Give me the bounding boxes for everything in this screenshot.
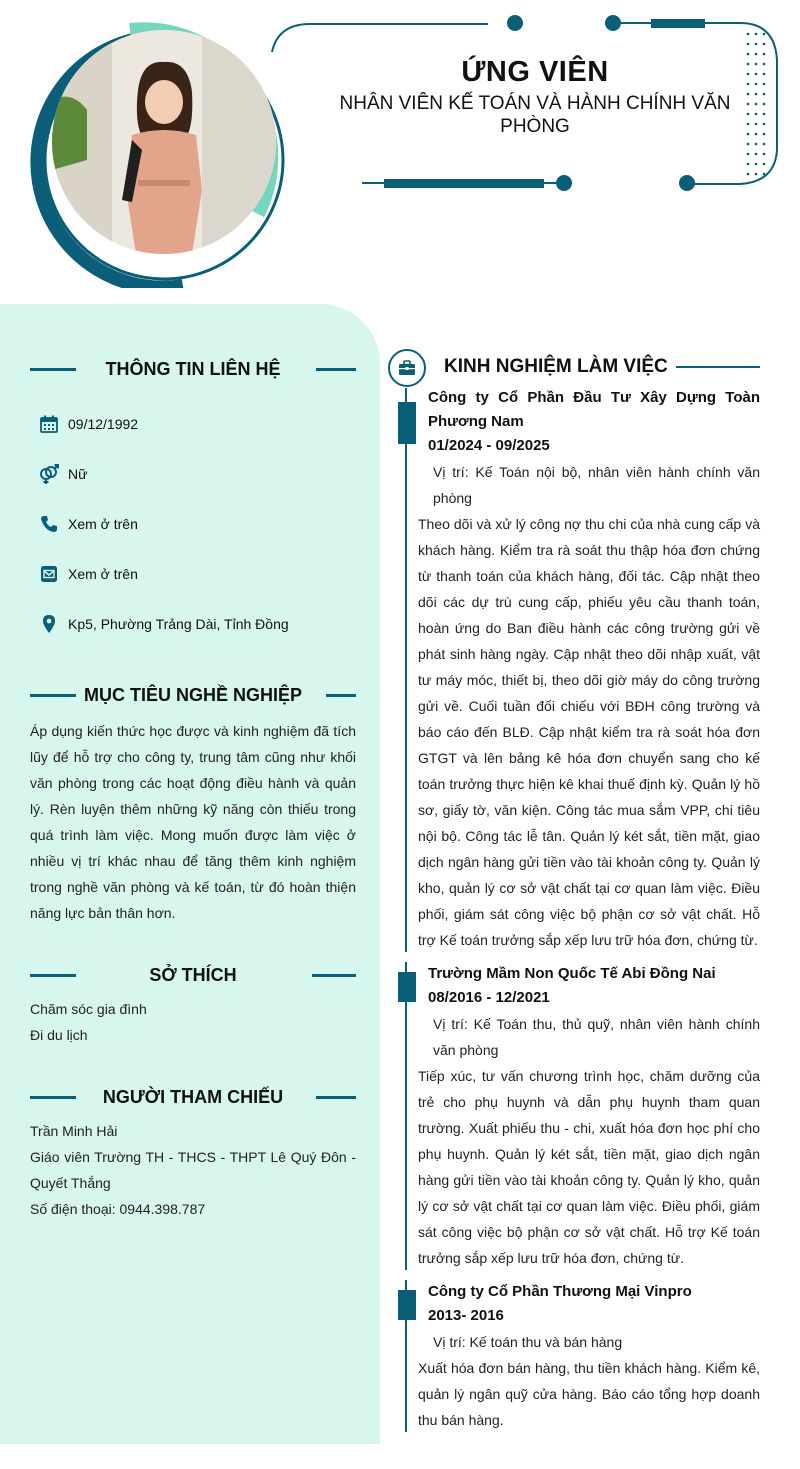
phone-value: Xem ở trên [68, 516, 138, 532]
page-title: ỨNG VIÊN [461, 56, 609, 88]
objective-section-heading [30, 680, 356, 710]
job-timeline-marker [398, 1290, 416, 1320]
email-value: Xem ở trên [68, 566, 138, 582]
calendar-icon [38, 413, 60, 435]
experience-heading-line [676, 366, 760, 368]
hobby-item: Chăm sóc gia đình [30, 1001, 147, 1017]
hobbies-section-heading [30, 960, 356, 990]
header [0, 0, 800, 300]
job-timeline-marker [398, 402, 416, 444]
address-value: Kp5, Phường Trảng Dài, Tỉnh Đồng [68, 616, 289, 632]
job-period: 2013- 2016 [428, 1307, 504, 1324]
briefcase-icon [388, 349, 426, 387]
contact-address [38, 612, 289, 636]
job-period: 01/2024 - 09/2025 [428, 437, 550, 454]
job-position: Vị trí: Kế Toán nội bộ, nhân viên hành chính văn phòng [433, 464, 760, 506]
job-timeline-line [405, 962, 407, 1270]
job-description: Theo dõi và xử lý công nợ thu chi của nhà cung cấp và khách hàng. Kiểm tra rà soát thu thập hóa đơn chứng từ thanh toán của khách hàng, đối tác. Cập nhật theo dõi các dự trù cung cấp, phiếu yêu cầu thanh toán, hoàn ứng do Ban điều hành các công trường gửi về phát sinh hàng ngày. Cập nhật theo dõi nhập xuất, vật tư máy móc, thiết bị, theo dõi giờ máy do công trường gửi về. Cuối tuần đối chiếu với BĐH công trường và báo cáo đến BLĐ. Cập nhật kiểm tra rà soát hóa đơn GTGT và lên bảng kê hóa đơn chuyển sang cho kế toán trưởng thực hiện kê khai thuế định kỳ. Quản lý hồ sơ, giấy tờ, văn kiện. Công tác mua sắm VPP, chi tiêu nội bộ. Công tác lễ tân. Quản lý két sắt, tiền mặt, giao dịch ngân hàng gửi tiền vào tài khoản công ty. Quản lý kho, quản lý cơ sở vật chất tại cơ quan làm việc. Điều phối, giám sát công việc bộ phận cơ sở vật chất. Hỗ trợ Kế toán trưởng sắp xếp lưu trữ hóa đơn, chứng từ. [418, 516, 760, 948]
reference-name: Trần Minh Hải [30, 1123, 118, 1139]
job-company: Công ty Cổ Phần Đầu Tư Xây Dựng Toàn Phương Nam [428, 389, 760, 430]
job-timeline-line [405, 388, 407, 952]
contact-section-heading [30, 354, 356, 384]
phone-icon [38, 513, 60, 535]
email-icon [38, 563, 60, 585]
location-icon [38, 613, 60, 635]
hobby-item: Đi du lịch [30, 1027, 88, 1043]
reference-role: Giáo viên Trường TH - THCS - THPT Lê Quý Đôn - Quyết Thắng [30, 1149, 356, 1191]
job-period: 08/2016 - 12/2021 [428, 989, 550, 1006]
job-position: Vị trí: Kế toán thu và bán hàng [433, 1334, 623, 1350]
experience-heading: KINH NGHIỆM LÀM VIỆC [444, 356, 668, 377]
contact-heading-text: THÔNG TIN LIÊN HỆ [105, 359, 281, 379]
objective-heading-text: MỤC TIÊU NGHỀ NGHIỆP [83, 685, 302, 705]
job-title-subtitle: NHÂN VIÊN KẾ TOÁN VÀ HÀNH CHÍNH VĂN PHÒNG [339, 93, 731, 137]
contact-phone [38, 512, 138, 536]
job-description: Xuất hóa đơn bán hàng, thu tiền khách hàng. Kiểm kê, quản lý ngân quỹ cửa hàng. Báo cáo tổng hợp doanh thu bán hàng. [418, 1360, 760, 1428]
person-photo-icon [52, 30, 276, 254]
contact-gender [38, 462, 87, 486]
job-position: Vị trí: Kế Toán thu, thủ quỹ, nhân viên hành chính văn phòng [433, 1016, 760, 1058]
gender-icon [38, 463, 60, 485]
job-timeline-marker [398, 972, 416, 1002]
references-section-heading [30, 1082, 356, 1112]
objective-text: Áp dụng kiến thức học được và kinh nghiệm đã tích lũy để hỗ trợ cho công ty, trung tâm cũng như khối văn phòng trong các hoạt động điều hành và quản lý. Rèn luyện thêm những kỹ năng còn thiếu trong quá trình làm việc. Mong muốn được làm việc ở nhiều vị trí khác nhau để tăng thêm kinh nghiệm trong nghề văn phòng và kế toán, từ đó hoàn thiện năng lực bản thân hơn. [30, 723, 356, 921]
references-heading-text: NGƯỜI THAM CHIẾU [102, 1087, 284, 1107]
contact-email [38, 562, 138, 586]
gender-value: Nữ [68, 466, 88, 482]
job-company: Trường Mầm Non Quốc Tế Abi Đồng Nai [428, 965, 716, 982]
birthdate-value: 09/12/1992 [68, 416, 139, 432]
avatar [52, 30, 276, 254]
job-company: Công ty Cổ Phần Thương Mại Vinpro [428, 1283, 692, 1300]
contact-birthdate [38, 412, 138, 436]
hobbies-heading-text: SỞ THÍCH [149, 965, 237, 985]
job-description: Tiếp xúc, tư vấn chương trình học, chăm dưỡng của trẻ cho phụ huynh và dẫn phụ huynh tham quan trường. Xuất phiếu thu - chi, xuất hóa đơn học phí cho phụ huynh. Quản lý két sắt, tiền mặt, giao dịch ngân hàng gửi tiền vào tài khoản công ty. Quản lý kho, quản lý cơ sở vật chất tại cơ quan làm việc. Điều phối, giám sát công việc bộ phận cơ sở vật chất. Hỗ trợ Kế toán trưởng sắp xếp lưu trữ hóa đơn, chứng từ. [418, 1068, 760, 1266]
reference-phone: Số điện thoại: 0944.398.787 [30, 1201, 206, 1217]
